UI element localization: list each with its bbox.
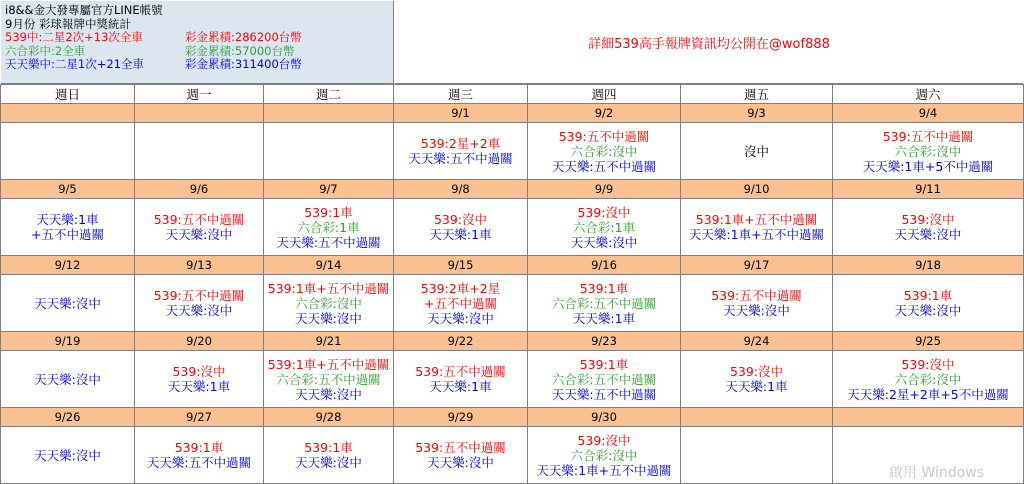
- date-cell-tue[interactable]: 9/28: [264, 408, 394, 427]
- result-cell-wed[interactable]: [394, 427, 528, 484]
- result-line: 539:五不中過關: [558, 128, 650, 144]
- result-line: 沒中: [743, 143, 769, 159]
- result-line: 天天樂:沒中: [295, 386, 362, 402]
- summary-box[interactable]: [1, 1, 394, 84]
- promo-banner-cell[interactable]: [395, 1, 1023, 84]
- result-line: 天天樂:沒中: [427, 310, 494, 326]
- date-cell-fri[interactable]: 9/10: [681, 180, 833, 199]
- result-line: 六合彩:沒中: [570, 447, 638, 463]
- result-cell-tue[interactable]: [264, 275, 394, 332]
- date-row: [1, 256, 1024, 275]
- result-line: +五不中過關: [424, 295, 497, 311]
- weekday-sun[interactable]: 週日: [1, 85, 135, 104]
- date-cell-mon[interactable]: 9/27: [135, 408, 264, 427]
- result-line: 539:沒中: [577, 432, 631, 448]
- date-cell-fri[interactable]: 9/24: [681, 332, 833, 351]
- result-line: 六合彩:五不中過關: [551, 295, 657, 311]
- result-line: 天天樂:五不中過關: [146, 455, 252, 470]
- result-cell-fri[interactable]: [681, 275, 833, 332]
- date-cell-sat[interactable]: 9/25: [833, 332, 1024, 351]
- result-line: 539:沒中: [577, 204, 631, 220]
- result-line: 539:2車+2星: [420, 280, 501, 296]
- date-cell-mon[interactable]: 9/13: [135, 256, 264, 275]
- result-line: 天天樂:沒中: [34, 295, 101, 311]
- summary-mark6-pot: 彩金累積:57000台幣: [185, 43, 295, 58]
- result-cell-wed[interactable]: [394, 123, 528, 180]
- weekday-fri[interactable]: 週五: [681, 85, 833, 104]
- result-line: 539:沒中: [433, 212, 488, 227]
- date-cell-wed[interactable]: 9/29: [394, 408, 528, 427]
- result-cell-sat[interactable]: [833, 275, 1024, 332]
- result-line: 539:1車: [579, 356, 629, 372]
- calendar-table: [0, 84, 1024, 484]
- date-cell-sat[interactable]: [833, 408, 1024, 427]
- result-cell-fri[interactable]: [681, 351, 833, 408]
- result-line: 天天樂:1車: [572, 310, 636, 326]
- result-line: 539:沒中: [901, 212, 955, 227]
- date-cell-sun[interactable]: 9/12: [1, 256, 135, 275]
- date-row: [1, 180, 1024, 199]
- result-line: 六合彩:沒中: [894, 143, 962, 159]
- result-cell-wed[interactable]: [394, 199, 528, 256]
- result-row: [1, 275, 1024, 332]
- result-line: 539:1車: [304, 440, 353, 455]
- result-line: 539:2星+2車: [420, 136, 501, 151]
- result-line: 539:五不中過關: [153, 212, 245, 227]
- result-line: 539:1車: [174, 440, 224, 455]
- result-cell-sun[interactable]: [1, 427, 135, 484]
- date-cell-wed[interactable]: 9/8: [394, 180, 528, 199]
- result-cell-fri[interactable]: [681, 427, 833, 484]
- result-line: 天天樂:五不中過關: [551, 158, 657, 174]
- result-line: 天天樂:1車+5不中過關: [862, 158, 994, 174]
- weekday-sat[interactable]: 週六: [833, 85, 1024, 104]
- result-line: 天天樂:1車: [725, 379, 788, 394]
- result-cell-sun[interactable]: [1, 199, 135, 256]
- result-cell-tue[interactable]: [264, 427, 394, 484]
- date-cell-mon[interactable]: 9/6: [135, 180, 264, 199]
- result-cell-mon[interactable]: [135, 275, 264, 332]
- result-line: 六合彩:1車: [297, 219, 360, 235]
- result-cell-wed[interactable]: [394, 275, 528, 332]
- result-cell-thu[interactable]: [528, 351, 681, 408]
- result-line: 天天樂:沒中: [295, 310, 362, 326]
- result-cell-sat[interactable]: [833, 199, 1024, 256]
- result-cell-sun[interactable]: [1, 351, 135, 408]
- result-line: 六合彩:沒中: [894, 371, 962, 387]
- result-row: [1, 427, 1024, 484]
- date-cell-sat[interactable]: 9/18: [833, 256, 1024, 275]
- result-line: 天天樂:沒中: [723, 303, 790, 318]
- result-line: 天天樂:1車+五不中過關: [688, 227, 825, 242]
- result-line: +五不中過關: [31, 227, 104, 242]
- summary-row-mark6: [5, 45, 389, 59]
- date-cell-thu[interactable]: 9/30: [528, 408, 681, 427]
- result-line: 539:五不中過關: [711, 288, 802, 303]
- weekday-header-row: [1, 85, 1024, 104]
- result-cell-sat[interactable]: [833, 123, 1024, 180]
- result-line: 539:沒中: [901, 356, 955, 372]
- result-line: 天天樂:沒中: [894, 303, 962, 318]
- result-line: 天天樂:1車+五不中過關: [536, 462, 672, 478]
- result-line: 539:1車: [579, 280, 629, 296]
- result-cell-fri[interactable]: [681, 123, 833, 180]
- result-cell-fri[interactable]: [681, 199, 833, 256]
- date-cell-sun[interactable]: [1, 104, 135, 123]
- result-cell-tue[interactable]: [264, 351, 394, 408]
- summary-title: i8&&金大發專屬官方LINE帳號: [5, 3, 163, 17]
- summary-subtitle: 9月份 彩球報牌中獎統計: [5, 16, 131, 31]
- result-cell-sat[interactable]: [833, 351, 1024, 408]
- date-cell-mon[interactable]: [135, 104, 264, 123]
- date-cell-sun[interactable]: 9/26: [1, 408, 135, 427]
- result-line: 六合彩:沒中: [295, 295, 362, 311]
- result-line: 天天樂:五不中過關: [408, 151, 513, 166]
- result-line: 天天樂:沒中: [427, 455, 494, 470]
- date-cell-tue[interactable]: 9/7: [264, 180, 394, 199]
- result-line: 天天樂:1車: [167, 379, 231, 394]
- result-line: 天天樂:沒中: [34, 447, 101, 463]
- result-cell-thu[interactable]: [528, 199, 681, 256]
- date-row: [1, 104, 1024, 123]
- result-line: 539:五不中過關: [882, 128, 974, 144]
- result-cell-thu[interactable]: [528, 275, 681, 332]
- result-line: 539:沒中: [172, 364, 226, 379]
- weekday-tue[interactable]: 週二: [264, 85, 394, 104]
- result-line: 539:五不中過關: [415, 364, 506, 379]
- result-line: 天天樂:1車: [429, 379, 492, 394]
- date-cell-wed[interactable]: 9/15: [394, 256, 528, 275]
- result-line: 天天樂:沒中: [165, 303, 233, 318]
- result-row: [1, 351, 1024, 408]
- result-line: 539:1車+五不中過關: [695, 212, 818, 227]
- date-cell-sun[interactable]: 9/5: [1, 180, 135, 199]
- result-row: [1, 199, 1024, 256]
- result-line: 天天樂:五不中過關: [551, 386, 657, 402]
- windows-activation-watermark: 啟用 Windows: [889, 465, 984, 481]
- date-cell-sat[interactable]: 9/4: [833, 104, 1024, 123]
- result-line: 六合彩:五不中過關: [551, 371, 657, 387]
- result-line: 天天樂:沒中: [894, 227, 962, 242]
- date-cell-sat[interactable]: 9/11: [833, 180, 1024, 199]
- result-cell-mon[interactable]: [135, 351, 264, 408]
- result-row: [1, 123, 1024, 180]
- date-row: [1, 332, 1024, 351]
- summary-539-pot: 彩金累積:286200台幣: [185, 30, 302, 44]
- date-row: [1, 408, 1024, 427]
- result-line: 539:1車+五不中過關: [267, 280, 390, 296]
- result-cell-mon[interactable]: [135, 427, 264, 484]
- result-line: 539:1車: [903, 288, 953, 303]
- summary-row-539: [5, 31, 389, 45]
- summary-row-daily: [5, 58, 389, 72]
- date-cell-wed[interactable]: 9/22: [394, 332, 528, 351]
- result-cell-mon[interactable]: [135, 123, 264, 180]
- result-line: 天天樂:五不中過關: [276, 234, 381, 250]
- result-line: 天天樂:沒中: [570, 234, 638, 250]
- date-cell-fri[interactable]: 9/17: [681, 256, 833, 275]
- date-cell-thu[interactable]: 9/9: [528, 180, 681, 199]
- summary-daily-pot: 彩金累積:311400台幣: [185, 57, 302, 71]
- date-cell-fri[interactable]: 9/3: [681, 104, 833, 123]
- date-cell-thu[interactable]: 9/2: [528, 104, 681, 123]
- promo-text: 詳細539高手報牌資訊均公開在@wof888: [588, 36, 830, 52]
- result-line: 539:1車+五不中過關: [267, 356, 390, 372]
- result-line: 天天樂:2星+2車+5不中過關: [847, 386, 1009, 402]
- result-cell-thu[interactable]: [528, 123, 681, 180]
- date-cell-tue[interactable]: 9/14: [264, 256, 394, 275]
- summary-daily-wins: 天天樂中:二星1次+21全車: [5, 57, 144, 71]
- result-line: 天天樂:沒中: [295, 455, 362, 470]
- result-line: 天天樂:1車: [429, 227, 492, 242]
- date-cell-tue[interactable]: [264, 104, 394, 123]
- date-cell-sun[interactable]: 9/19: [1, 332, 135, 351]
- date-cell-mon[interactable]: 9/20: [135, 332, 264, 351]
- date-cell-tue[interactable]: 9/21: [264, 332, 394, 351]
- result-line: 539:1車: [304, 204, 353, 220]
- weekday-thu[interactable]: 週四: [528, 85, 681, 104]
- result-line: 天天樂:沒中: [34, 371, 101, 387]
- result-cell-sun[interactable]: [1, 123, 135, 180]
- result-cell-tue[interactable]: [264, 199, 394, 256]
- weekday-mon[interactable]: 週一: [135, 85, 264, 104]
- result-cell-sun[interactable]: [1, 275, 135, 332]
- result-line: 539:沒中: [729, 364, 784, 379]
- result-line: 539:五不中過關: [153, 288, 245, 303]
- date-cell-thu[interactable]: 9/23: [528, 332, 681, 351]
- weekday-wed[interactable]: 週三: [394, 85, 528, 104]
- summary-539-wins: 539中:二星2次+13次全車: [5, 30, 143, 44]
- result-cell-tue[interactable]: [264, 123, 394, 180]
- date-cell-wed[interactable]: 9/1: [394, 104, 528, 123]
- result-cell-thu[interactable]: [528, 427, 681, 484]
- result-line: 六合彩:沒中: [570, 143, 638, 159]
- date-cell-thu[interactable]: 9/16: [528, 256, 681, 275]
- result-cell-wed[interactable]: [394, 351, 528, 408]
- result-line: 六合彩:五不中過關: [276, 371, 381, 387]
- result-line: 539:五不中過關: [415, 440, 506, 455]
- result-line: 六合彩:1車: [572, 219, 636, 235]
- result-line: 天天樂:1車: [36, 212, 99, 227]
- date-cell-fri[interactable]: [681, 408, 833, 427]
- result-line: 天天樂:沒中: [165, 227, 233, 242]
- result-cell-mon[interactable]: [135, 199, 264, 256]
- summary-mark6-wins: 六合彩中:2全車: [5, 43, 86, 58]
